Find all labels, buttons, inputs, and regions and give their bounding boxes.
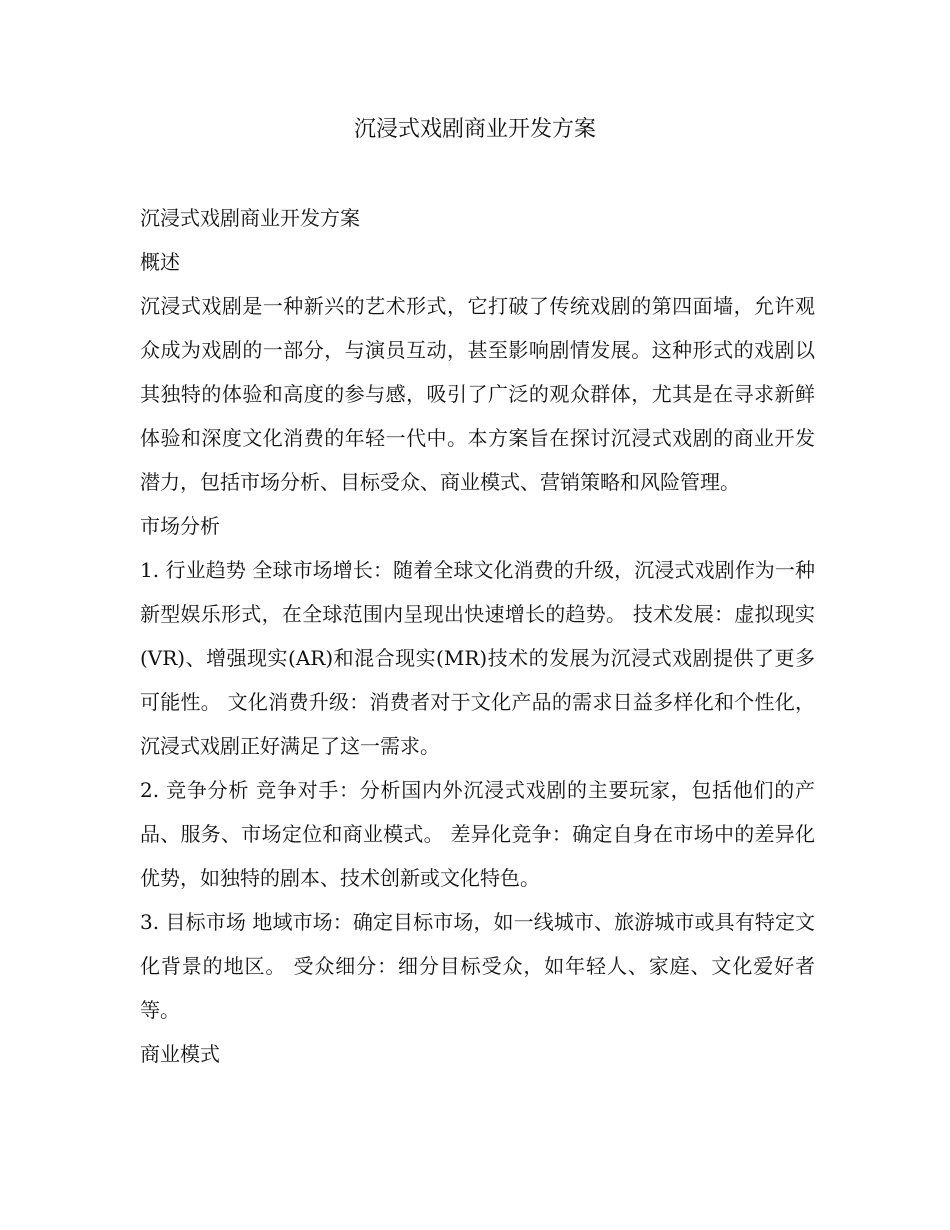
document-body	[140, 196, 815, 1076]
document-title: 沉浸式戏剧商业开发方案	[353, 117, 596, 142]
section-heading-overview: 概述	[140, 250, 180, 274]
section-heading-market: 市场分析	[140, 514, 220, 538]
market-item-competition: 2. 竞争分析 竞争对手：分析国内外沉浸式戏剧的主要玩家，包括他们的产品、服务、市场定位和商业模式。 差异化竞争：确定自身在市场中的差异化优势，如独特的剧本、技术创新或文化特色。	[140, 778, 815, 890]
overview-paragraph: 沉浸式戏剧是一种新兴的艺术形式，它打破了传统戏剧的第四面墙，允许观众成为戏剧的一部分，与演员互动，甚至影响剧情发展。这种形式的戏剧以其独特的体验和高度的参与感，吸引了广泛的观众群体，尤其是在寻求新鲜体验和深度文化消费的年轻一代中。本方案旨在探讨沉浸式戏剧的商业开发潜力，包括市场分析、目标受众、商业模式、营销策略和风险管理。	[140, 294, 815, 494]
section-heading-business-model: 商业模式	[140, 1042, 220, 1066]
market-item-industry-trends: 1. 行业趋势 全球市场增长：随着全球文化消费的升级，沉浸式戏剧作为一种新型娱乐形式，在全球范围内呈现出快速增长的趋势。 技术发展：虚拟现实(VR)、增强现实(AR)和混合现实(MR)技术的发展为沉浸式戏剧提供了更多可能性。 文化消费升级：消费者对于文化产品的需求日益多样化和个性化，沉浸式戏剧正好满足了这一需求。	[140, 558, 815, 758]
document-subtitle: 沉浸式戏剧商业开发方案	[140, 206, 360, 230]
market-item-target-market: 3. 目标市场 地域市场：确定目标市场，如一线城市、旅游城市或具有特定文化背景的地区。 受众细分：细分目标受众，如年轻人、家庭、文化爱好者等。	[140, 910, 815, 1022]
